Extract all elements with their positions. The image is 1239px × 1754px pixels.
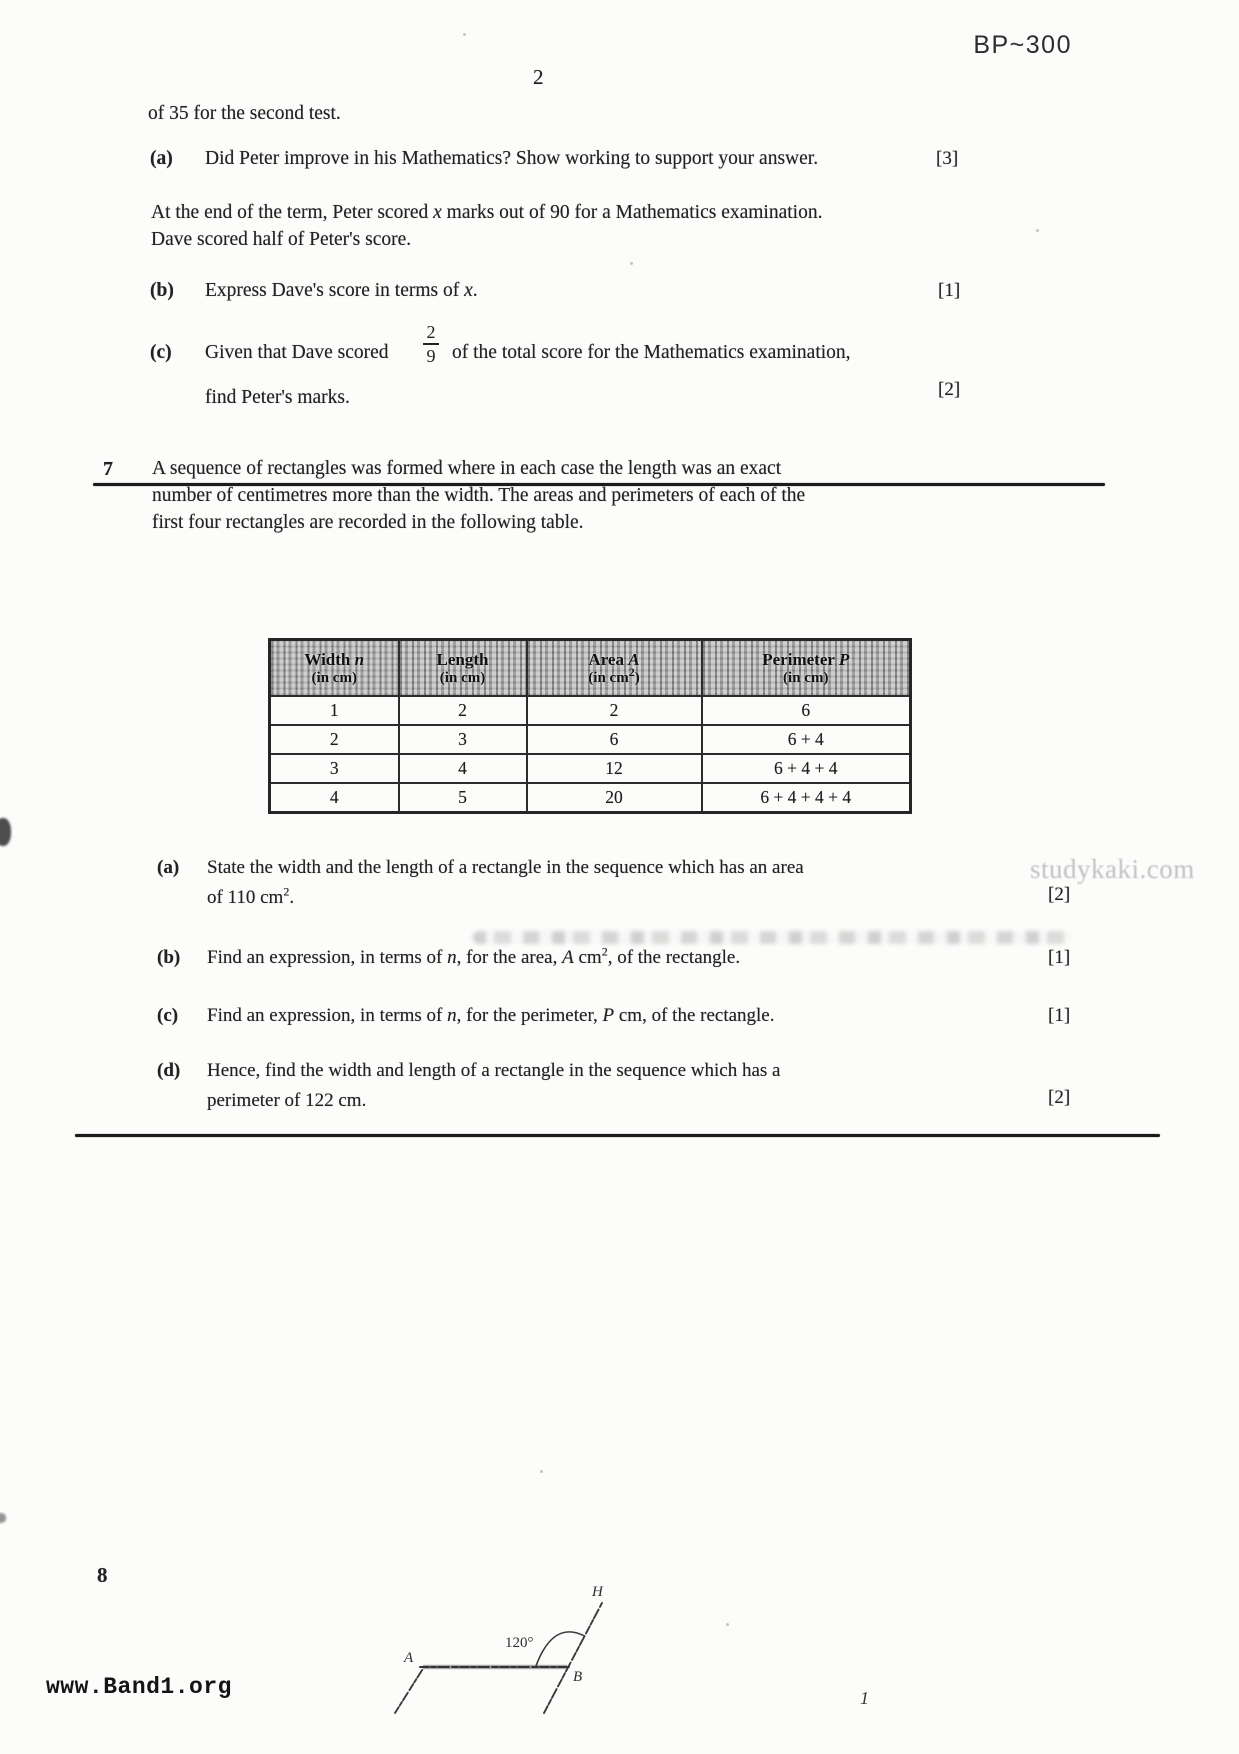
column-header-width bbox=[270, 640, 399, 697]
fraction-numerator: 2 bbox=[426, 322, 436, 342]
line-through-a bbox=[395, 1667, 424, 1713]
part-d-line2: perimeter of 122 cm. bbox=[207, 1090, 367, 1111]
fraction-bar bbox=[423, 343, 439, 345]
cell-width: 4 bbox=[270, 783, 399, 813]
part-a-line1: State the width and the length of a rectangle in the sequence which has an area bbox=[207, 857, 804, 878]
part-a-marks: [2] bbox=[1048, 884, 1071, 905]
part-d-line1: Hence, find the width and length of a rectangle in the sequence which has a bbox=[207, 1060, 781, 1081]
part-d-label: (d) bbox=[157, 1060, 181, 1081]
scan-speck bbox=[630, 262, 633, 265]
scan-speck bbox=[463, 33, 466, 36]
paper-code: BP~300 bbox=[973, 31, 1072, 59]
question-7-number: 7 bbox=[103, 458, 113, 480]
part-a-label: (a) bbox=[157, 857, 180, 878]
angle-diagram bbox=[340, 1572, 640, 1742]
cell-perimeter: 6 + 4 + 4 + 4 bbox=[702, 783, 911, 813]
table-header-row bbox=[270, 640, 911, 697]
cell-area: 2 bbox=[527, 696, 702, 725]
rectangle-sequence-table bbox=[268, 638, 912, 814]
question-6-paragraph-line2: Dave scored half of Peter's score. bbox=[151, 229, 412, 250]
part-c-text-before: Given that Dave scored bbox=[205, 342, 389, 363]
question-8-number: 8 bbox=[97, 1563, 108, 1587]
section-divider bbox=[75, 1134, 1160, 1137]
table-row bbox=[270, 754, 911, 783]
column-header-perimeter bbox=[702, 640, 911, 697]
header-title: Width n bbox=[304, 649, 365, 669]
part-c-text-line2: find Peter's marks. bbox=[205, 387, 350, 408]
part-b-label: (b) bbox=[157, 947, 181, 968]
cell-width: 2 bbox=[270, 725, 399, 754]
cell-length: 2 bbox=[399, 696, 527, 725]
cell-perimeter: 6 + 4 bbox=[702, 725, 911, 754]
part-b-marks: [1] bbox=[938, 280, 961, 301]
footer-website: www.Band1.org bbox=[46, 1674, 232, 1700]
cell-area: 20 bbox=[527, 783, 702, 813]
fraction-two-ninths bbox=[418, 322, 444, 366]
part-a-text: Did Peter improve in his Mathematics? Show working to support your answer. bbox=[205, 148, 819, 169]
header-title: Perimeter P bbox=[762, 649, 850, 669]
cell-perimeter: 6 + 4 + 4 bbox=[702, 754, 911, 783]
header-title: Area A bbox=[588, 649, 640, 669]
part-b-text: Find an expression, in terms of n, for the area, A $cm^2$, of the rectangle. bbox=[207, 944, 741, 968]
table-row bbox=[270, 696, 911, 725]
cell-width: 3 bbox=[270, 754, 399, 783]
scan-speck bbox=[540, 1470, 543, 1473]
part-a-label: (a) bbox=[150, 148, 173, 169]
footer-page-mark: 1 bbox=[860, 1688, 869, 1708]
scan-speck bbox=[726, 1623, 729, 1626]
part-b-text: Express Dave's score in terms of x. bbox=[205, 280, 478, 301]
header-unit: (in cm) bbox=[783, 669, 829, 686]
cell-length: 5 bbox=[399, 783, 527, 813]
table-row bbox=[270, 783, 911, 813]
part-b-marks: [1] bbox=[1048, 947, 1071, 968]
show-through-smudge bbox=[473, 931, 1073, 944]
header-unit: (in cm) bbox=[439, 669, 486, 686]
question-7-intro-line1: A sequence of rectangles was formed where in each case the length was an exact bbox=[152, 458, 782, 479]
fraction-denominator: 9 bbox=[426, 346, 436, 366]
table-row bbox=[270, 725, 911, 754]
header-title: Length bbox=[436, 649, 489, 669]
watermark: studykaki.com bbox=[1030, 854, 1195, 884]
question-7-intro-line2: number of centimetres more than the width. The areas and perimeters of each of the bbox=[152, 485, 806, 506]
column-header-area bbox=[527, 640, 702, 697]
point-label-a: A bbox=[404, 1650, 414, 1666]
part-c-text: Find an expression, in terms of n, for the perimeter, P cm, of the rectangle. bbox=[207, 1005, 775, 1026]
part-a-line2: of 110 $cm^2$. bbox=[207, 884, 295, 908]
header-unit: (in cm) bbox=[311, 669, 357, 686]
part-a-marks: [3] bbox=[936, 148, 959, 169]
part-c-label: (c) bbox=[157, 1005, 179, 1026]
page-number: 2 bbox=[533, 65, 544, 89]
point-label-h: H bbox=[592, 1584, 603, 1600]
cell-width: 1 bbox=[270, 696, 399, 725]
cell-perimeter: 6 bbox=[702, 696, 911, 725]
cell-length: 3 bbox=[399, 725, 527, 754]
question-7-intro-line3: first four rectangles are recorded in the following table. bbox=[152, 512, 584, 533]
angle-value-label: 120° bbox=[505, 1635, 534, 1651]
column-header-length bbox=[399, 640, 527, 697]
part-c-marks: [1] bbox=[1048, 1005, 1071, 1026]
part-c-marks: [2] bbox=[938, 379, 961, 400]
part-b-label: (b) bbox=[150, 280, 174, 301]
header-unit: (in $cm^2$) bbox=[588, 664, 640, 686]
question-6-paragraph-line1: At the end of the term, Peter scored x marks out of 90 for a Mathematics examination. bbox=[151, 202, 823, 223]
part-d-marks: [2] bbox=[1048, 1087, 1071, 1108]
cell-area: 12 bbox=[527, 754, 702, 783]
scan-speck bbox=[1036, 229, 1039, 232]
point-label-b: B bbox=[573, 1669, 583, 1685]
cell-area: 6 bbox=[527, 725, 702, 754]
part-c-text-after: of the total score for the Mathematics examination, bbox=[452, 342, 851, 363]
scan-artifact bbox=[0, 818, 11, 846]
part-c-label: (c) bbox=[150, 342, 172, 363]
cell-length: 4 bbox=[399, 754, 527, 783]
question-6-continuation: of 35 for the second test. bbox=[148, 103, 341, 124]
line-bh bbox=[544, 1603, 602, 1713]
scan-artifact bbox=[0, 1513, 6, 1523]
